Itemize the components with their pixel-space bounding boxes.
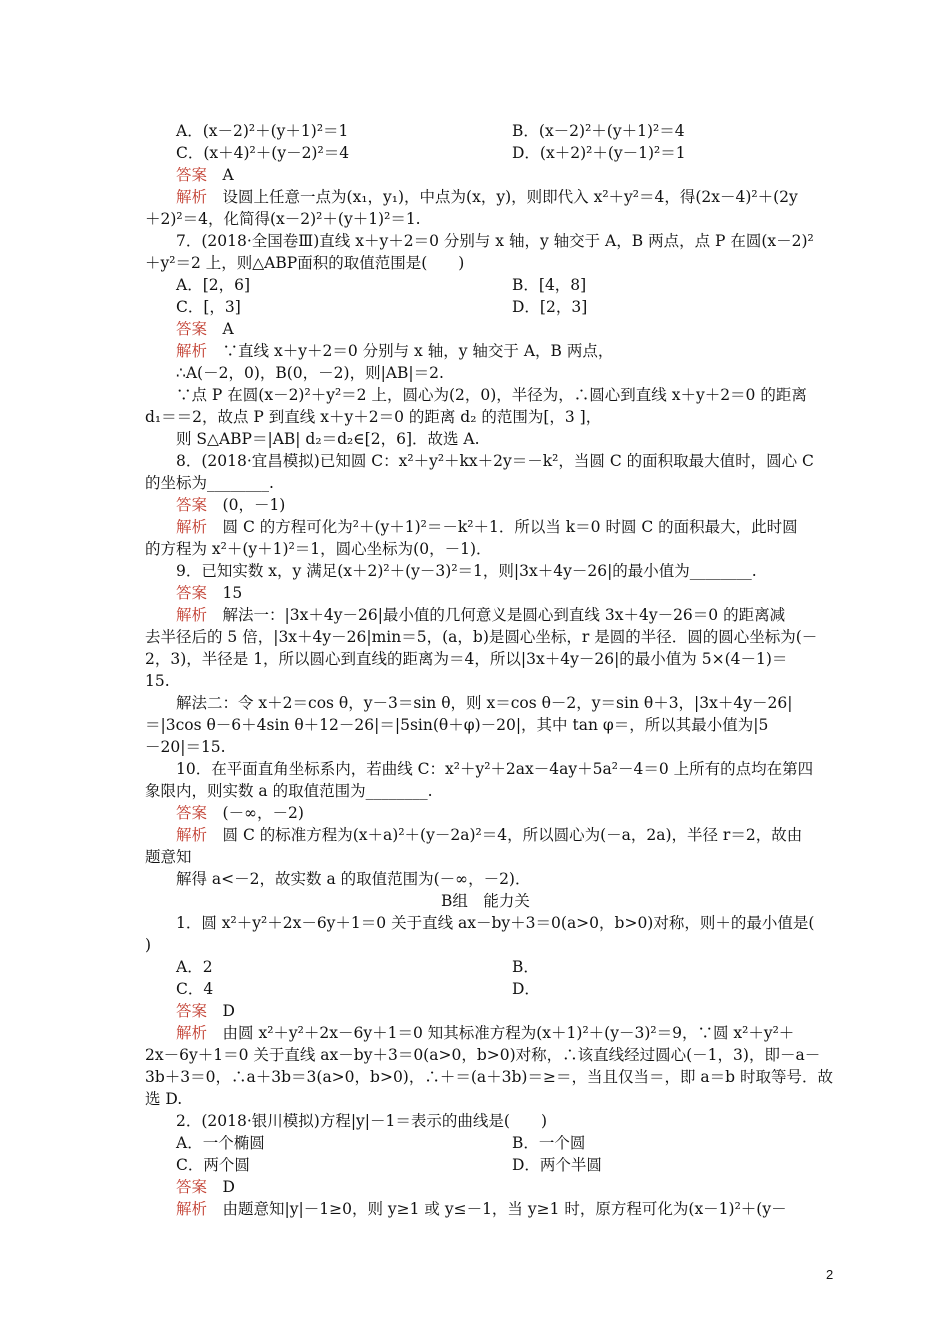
analysis-label: 解析 — [176, 188, 208, 206]
answer-text: A — [222, 320, 234, 338]
text-line: 解得 a<－2，故实数 a 的取值范围为(－∞，－2)． — [176, 870, 531, 888]
question-9: 9．已知实数 x，y 满足(x＋2)²＋(y－3)²＝1，则|3x＋4y－26|的最小值为________. — [176, 562, 757, 580]
option-c: C．(x＋4)²＋(y－2)²＝4 — [176, 144, 350, 162]
option-d: D．两个半圆 — [512, 1156, 602, 1174]
answer-line — [176, 803, 304, 823]
answer-label: 答案 — [176, 166, 208, 184]
text-line: ＝|3cos θ－6＋4sin θ＋12－26|＝|5sin(θ＋φ)－20|，其中 tan φ＝，所以其最小值为|5 — [145, 716, 769, 734]
analysis-text: 解法一：|3x＋4y－26|最小值的几何意义是圆心到直线 3x＋4y－26＝0 的距离减 — [222, 606, 786, 624]
text-line: 象限内，则实数 a 的取值范围为________. — [145, 782, 433, 800]
answer-text: A — [222, 166, 234, 184]
answer-line — [176, 583, 242, 603]
question-8: 8．(2018·宜昌模拟)已知圆 C：x²＋y²＋kx＋2y＝－k²，当圆 C 的面积取最大值时，圆心 C — [176, 452, 814, 470]
analysis-label: 解析 — [176, 1024, 208, 1042]
page-number: 2 — [826, 1267, 834, 1282]
analysis-label: 解析 — [176, 342, 208, 360]
answer-text: (－∞，－2) — [222, 804, 304, 822]
option-a: A．(x－2)²＋(y＋1)²＝1 — [176, 122, 349, 140]
question-b2: 2．(2018·银川模拟)方程|y|－1＝表示的曲线是( ) — [176, 1112, 547, 1130]
text-line: ∵点 P 在圆(x－2)²＋y²＝2 上，圆心为(2，0)，半径为，∴圆心到直线 x＋y＋2＝0 的距离 — [176, 386, 807, 404]
option-b: B．一个圆 — [512, 1134, 586, 1152]
analysis-text: 由题意知|y|－1≥0，则 y≥1 或 y≤－1，当 y≥1 时，原方程可化为(x－1)²＋(y－ — [222, 1200, 787, 1218]
text-line: d₁＝＝2，故点 P 到直线 x＋y＋2＝0 的距离 d₂ 的范围为[，3 ]， — [145, 408, 602, 426]
analysis-label: 解析 — [176, 826, 208, 844]
answer-label: 答案 — [176, 1002, 208, 1020]
option-a: A．[2，6] — [176, 276, 251, 294]
option-d: D．(x＋2)²＋(y－1)²＝1 — [512, 144, 686, 162]
answer-text: D — [222, 1178, 235, 1196]
option-d: D． — [512, 980, 540, 998]
option-c: C．两个圆 — [176, 1156, 250, 1174]
text-line: 选 D. — [145, 1090, 183, 1108]
text-line: ) — [145, 936, 152, 954]
answer-label: 答案 — [176, 320, 208, 338]
answer-label: 答案 — [176, 584, 208, 602]
question-b1: 1．圆 x²＋y²＋2x－6y＋1＝0 关于直线 ax－by＋3＝0(a>0，b>0)对称，则＋的最小值是( — [176, 914, 815, 932]
answer-label: 答案 — [176, 1178, 208, 1196]
option-b: B．(x－2)²＋(y＋1)²＝4 — [512, 122, 685, 140]
analysis-line — [176, 605, 785, 625]
answer-line — [176, 165, 234, 185]
option-a: A．一个椭圆 — [176, 1134, 265, 1152]
answer-line — [176, 1177, 235, 1197]
text-line: 的方程为 x²＋(y＋1)²＝1，圆心坐标为(0，－1)． — [145, 540, 492, 558]
option-d: D．[2，3] — [512, 298, 588, 316]
answer-line — [176, 1001, 235, 1021]
analysis-label: 解析 — [176, 606, 208, 624]
analysis-label: 解析 — [176, 518, 208, 536]
answer-text: (0，－1) — [222, 496, 286, 514]
text-line: 2x－6y＋1＝0 关于直线 ax－by＋3＝0(a>0，b>0)对称，∴该直线经过圆心(－1，3)，即－a－ — [145, 1046, 821, 1064]
analysis-line — [176, 1023, 794, 1043]
analysis-text: 圆 C 的标准方程为(x＋a)²＋(y－2a)²＝4，所以圆心为(－a，2a)，半径 r＝2，故由 — [222, 826, 803, 844]
question-10: 10．在平面直角坐标系内，若曲线 C：x²＋y²＋2ax－4ay＋5a²－4＝0 上所有的点均在第四 — [176, 760, 814, 778]
text-line: ＋2)²＝4，化简得(x－2)²＋(y＋1)²＝1. — [145, 210, 421, 228]
analysis-text: 由圆 x²＋y²＋2x－6y＋1＝0 知其标准方程为(x＋1)²＋(y－3)²＝9，∵圆 x²＋y²＋ — [222, 1024, 795, 1042]
text-line: 3b＋3＝0，∴a＋3b＝3(a>0，b>0)，∴＋＝(a＋3b)＝≥＝，当且仅当＝，即 a＝b 时取等号．故 — [145, 1068, 833, 1086]
answer-label: 答案 — [176, 804, 208, 822]
analysis-line — [176, 187, 798, 207]
text-line: 去半径后的 5 倍，|3x＋4y－26|min＝5，(a，b)是圆心坐标，r 是圆的半径．圆的圆心坐标为(－ — [145, 628, 818, 646]
analysis-text: ∵直线 x＋y＋2＝0 分别与 x 轴，y 轴交于 A，B 两点， — [222, 342, 614, 360]
text-line: 题意知 — [145, 848, 192, 866]
option-c: C．4 — [176, 980, 214, 998]
text-line: ∴A(－2，0)，B(0，－2)，则|AB|＝2. — [176, 364, 444, 382]
question-7: 7．(2018·全国卷Ⅲ)直线 x＋y＋2＝0 分别与 x 轴，y 轴交于 A，B 两点，点 P 在圆(x－2)² — [176, 232, 814, 250]
answer-label: 答案 — [176, 496, 208, 514]
option-b: B．[4，8] — [512, 276, 587, 294]
analysis-line — [176, 1199, 787, 1219]
answer-text: 15 — [222, 584, 243, 602]
analysis-text: 设圆上任意一点为(x₁，y₁)，中点为(x，y)，则即代入 x²＋y²＝4，得(2x－4)²＋(2y — [222, 188, 798, 206]
section-heading: B组 能力关 — [441, 892, 530, 910]
analysis-text: 圆 C 的方程可化为²＋(y＋1)²＝－k²＋1．所以当 k＝0 时圆 C 的面积最大，此时圆 — [222, 518, 798, 536]
analysis-line — [176, 341, 613, 361]
option-c: C．[，3] — [176, 298, 241, 316]
answer-line — [176, 495, 285, 515]
text-line: 解法二：令 x＋2＝cos θ，y－3＝sin θ，则 x＝cos θ－2，y＝sin θ＋3，|3x＋4y－26| — [176, 694, 793, 712]
answer-line — [176, 319, 234, 339]
option-a: A．2 — [176, 958, 213, 976]
text-line: 2，3)，半径是 1，所以圆心到直线的距离为＝4，所以|3x＋4y－26|的最小值为 5×(4－1)＝ — [145, 650, 788, 668]
text-line: 的坐标为________. — [145, 474, 274, 492]
text-line: ＋y²＝2 上，则△ABP面积的取值范围是( ) — [145, 254, 465, 272]
text-line: 则 S△ABP＝|AB| d₂＝d₂∈[2，6]．故选 A. — [176, 430, 480, 448]
analysis-label: 解析 — [176, 1200, 208, 1218]
answer-text: D — [222, 1002, 235, 1020]
text-line: －20|＝15. — [145, 738, 226, 756]
text-line: 15. — [145, 672, 170, 690]
option-b: B． — [512, 958, 539, 976]
analysis-line — [176, 825, 802, 845]
analysis-line — [176, 517, 798, 537]
